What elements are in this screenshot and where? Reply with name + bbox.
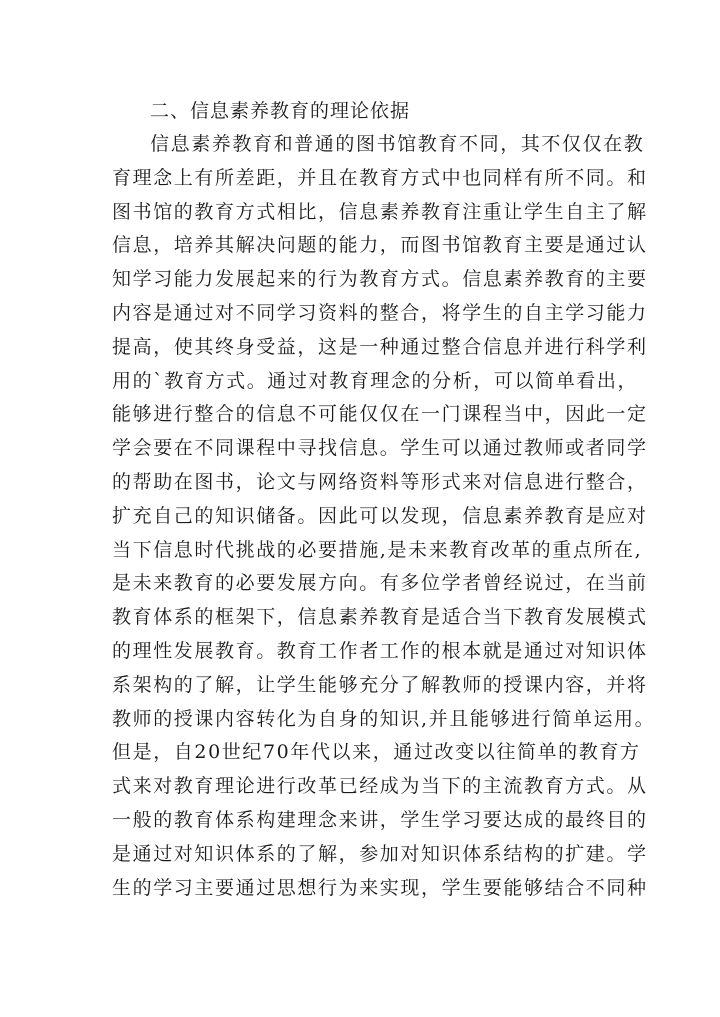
text-line: 但是，自20世纪70年代以来，通过改变以往简单的教育方 [112, 741, 641, 764]
text-line: 内容是通过对不同学习资料的整合，将学生的自主学习能力 [112, 301, 648, 324]
text-line: 提高，使其终身受益，这是一种通过整合信息并进行科学利 [112, 335, 648, 358]
text-line: 一般的教育体系构建理念来讲，学生学习要达成的最终目的 [112, 808, 648, 831]
text-line: 的帮助在图书，论文与网络资料等形式来对信息进行整合， [112, 470, 648, 493]
text-line: 信息，培养其解决问题的能力，而图书馆教育主要是通过认 [112, 234, 648, 257]
text-line: 系架构的了解，让学生能够充分了解教师的授课内容，并将 [112, 673, 648, 696]
text-line: 教育体系的框架下，信息素养教育是适合当下教育发展模式 [112, 606, 648, 629]
text-line: 是通过对知识体系的了解，参加对知识体系结构的扩建。学 [112, 842, 648, 865]
text-line: 式来对教育理论进行改革已经成为当下的主流教育方式。从 [112, 775, 648, 798]
section-heading: 二、信息素养教育的理论依据 [150, 100, 411, 122]
text-line: 学会要在不同课程中寻找信息。学生可以通过教师或者同学 [112, 437, 648, 460]
text-line: 是未来教育的必要发展方向。有多位学者曾经说过，在当前 [112, 572, 648, 595]
text-line: 用的`教育方式。通过对教育理念的分析，可以简单看出， [112, 369, 639, 392]
text-line: 扩充自己的知识储备。因此可以发现，信息素养教育是应对 [112, 504, 648, 527]
text-line: 图书馆的教育方式相比，信息素养教育注重让学生自主了解 [112, 200, 648, 223]
text-line: 育理念上有所差距，并且在教育方式中也同样有所不同。和 [112, 166, 648, 189]
text-line: 生的学习主要通过思想行为来实现，学生要能够结合不同种 [112, 876, 648, 899]
text-line: 教师的授课内容转化为自身的知识,并且能够进行简单运用。 [112, 707, 656, 730]
body-paragraph [112, 128, 656, 905]
text-line: 的理性发展教育。教育工作者工作的根本就是通过对知识体 [112, 639, 648, 662]
text-line: 知学习能力发展起来的行为教育方式。信息素养教育的主要 [112, 268, 648, 291]
text-line: 信息素养教育和普通的图书馆教育不同，其不仅仅在教 [150, 133, 645, 155]
text-line: 能够进行整合的信息不可能仅仅在一门课程当中，因此一定 [112, 403, 648, 426]
text-line: 当下信息时代挑战的必要措施,是未来教育改革的重点所在, [112, 538, 643, 561]
